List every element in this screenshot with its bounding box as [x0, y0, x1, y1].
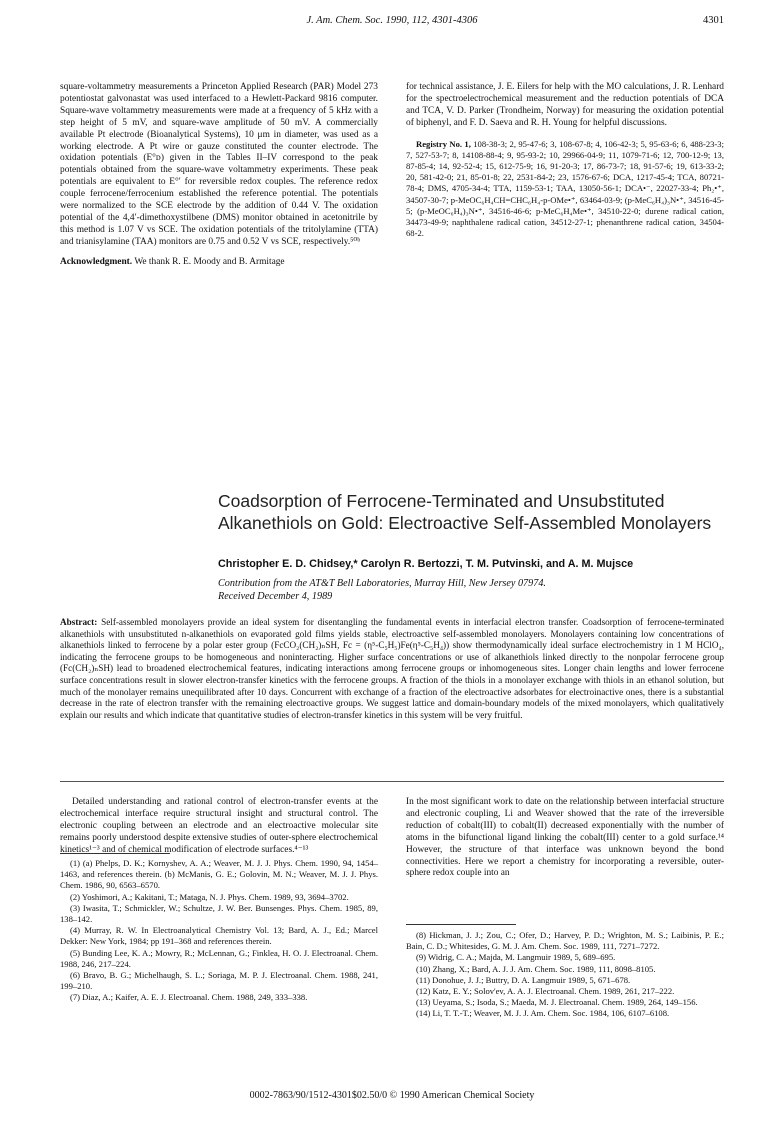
- reference-item: (3) Iwasita, T.; Schmickler, W.; Schultze, J. W. Ber. Bunsenges. Phys. Chem. 1985, 89, 138–142.: [60, 902, 378, 925]
- reference-item: (6) Bravo, B. G.; Michelhaugh, S. L.; Soriaga, M. P. J. Electroanal. Chem. 1988, 241, 199–210.: [60, 970, 378, 992]
- article-title: Coadsorption of Ferrocene-Terminated and Unsubstituted Alkanethiols on Gold: Electroactive Self-Assembled Monolayers: [218, 491, 712, 533]
- copyright-footer: 0002-7863/90/1512-4301$02.50/0 © 1990 American Chemical Society: [249, 1090, 535, 1101]
- affiliation: Contribution from the AT&T Bell Laboratories, Murray Hill, New Jersey 07974.: [218, 578, 546, 589]
- affiliation-block: [218, 578, 738, 603]
- references-left: [60, 858, 378, 1004]
- reference-item: (10) Zhang, X.; Bard, A. J. J. Am. Chem. Soc. 1989, 111, 8098–8105.: [416, 963, 656, 974]
- acknowledgment-text-cont: for technical assistance, J. E. Eilers for help with the MO calculations, J. R. Lenhard for the spectroelectrochemical measurement and the reduction potentials of DCA and TCA, V. D. Parker (Trondheim, Norway) for measuring the oxidation potential of biphenyl, and F. D. Saeva and R. H. Young for helpful discussions.: [406, 82, 724, 128]
- reference-item: (7) Diaz, A.; Kaifer, A. E. J. Electroanal. Chem. 1988, 249, 333–338.: [70, 992, 308, 1003]
- received-date: Received December 4, 1989: [218, 590, 333, 602]
- journal-citation: J. Am. Chem. Soc. 1990, 112, 4301-4306: [306, 15, 478, 26]
- reference-item: (11) Donohue, J. J.; Buttry, D. A. Langmuir 1989, 5, 671–678.: [416, 974, 631, 985]
- references-right: [406, 930, 724, 1020]
- body-left-column: [60, 797, 378, 857]
- registry-text: 108-38-3; 2, 95-47-6; 3, 108-67-8; 4, 106-42-3; 5, 95-63-6; 6, 488-23-3; 7, 527-53-7; 8, 14108-88-4; 9, 95-93-2; 10, 29966-04-9; 11, 1079-71-6; 12, 700-12-9; 13, 87-85-4; 14, 92-52-4; 15, 612-75-9; 16, 91-20-3; 17, 86-73-7; 18, 91-57-6; 19, 613-33-2; 20, 581-42-0; 21, 85-01-8; 22, 2531-84-2; 23, 1576-67-6; DCA, 1217-45-4; TCA, 80721-78-4; DMS, 4705-34-4; TTA, 1159-53-1; TAA, 13050-56-1; DCA•⁻, 22027-33-4; Ph₂•⁺, 34507-30-7; p-MeOC₆H₄CH=CHC₆H₄-p-OMe•⁺, 63464-03-9; (p-MeC₆H₄)₃N•⁺, 34516-45-5; (p-MeOC₆H₄)₃N•⁺, 34516-46-6; p-MeC₆H₄Me•⁺, 34510-22-0; durene radical cation, 34473-49-9; naphthalene radical cation, 34512-27-1; phenanthrene radical cation, 34504-68-2.: [406, 138, 724, 239]
- experimental-paragraph: square-voltammetry measurements a Princeton Applied Research (PAR) Model 273 potentiostat galvonastat was used interfaced to a Hewlett-Packard 9816 computer. Square-wave voltammetry measurements were made at a frequency of 5 kHz with a step height of 5 mV, and square-wave amplitude of 50 mV. A commercially available Pt electrode (Bioanalytical Systems), 10 μm in diameter, was used as a working electrode. A Pt wire or gauze constituted the counter electrode. The oxidation potentials (E°ᴅ) given in the Tables II–IV correspond to the peak potentials obtained from the square-wave voltammetry experiments. These peak potentials are equivalent to E°′ for reversible redox couples. The reference redox couple ferrocene/ferrocenium established the reference potential. The potentials were normalized to the SCE electrode by the addition of 0.44 V. The oxidation potential of the 4,4′-dimethoxystilbene (DMS) monitor obtained in acetonitrile by this method is 1.07 V vs SCE. The oxidation potentials of the tritolylamine (TTA) and trianisylamine (TAA) monitors are 0.75 and 0.52 V vs SCE, respectively.⁵⁰ᵇ: [60, 82, 378, 247]
- reference-item: (5) Bunding Lee, K. A.; Mowry, R.; McLennan, G.; Finklea, H. O. J. Electroanal. Chem. 1988, 246, 217–224.: [60, 947, 378, 969]
- reference-item: (2) Yoshimori, A.; Kakitani, T.; Mataga, N. J. Phys. Chem. 1989, 93, 3694–3702.: [70, 891, 349, 902]
- abstract-divider: [60, 781, 724, 782]
- body-right-column: [406, 797, 724, 880]
- prev-article-right-column: [406, 82, 724, 239]
- reference-item: (12) Katz, E. Y.; Solov'ev, A. A. J. Electroanal. Chem. 1989, 261, 217–222.: [416, 986, 675, 997]
- reference-item: (13) Ueyama, S.; Isoda, S.; Maeda, M. J. Electroanal. Chem. 1989, 264, 149–156.: [416, 997, 698, 1008]
- prev-article-left-column: [60, 82, 378, 269]
- acknowledgment-heading: Acknowledgment.: [60, 256, 133, 267]
- reference-item: (8) Hickman, J. J.; Zou, C.; Ofer, D.; Harvey, P. D.; Wrighton, M. S.; Laibinis, P. E.; Bain, C. D.; Whitesides, G. M. J. Am. Chem. Soc. 1989, 111, 7271–7272.: [406, 930, 724, 952]
- acknowledgment: [60, 257, 378, 269]
- reference-item: (14) Li, T. T.-T.; Weaver, M. J. J. Am. Chem. Soc. 1984, 106, 6107–6108.: [416, 1008, 670, 1019]
- footnote-rule-left: [60, 853, 170, 854]
- running-head: [60, 14, 724, 28]
- page-number: 4301: [703, 15, 724, 26]
- abstract: [60, 617, 724, 721]
- registry-heading: Registry No. 1,: [416, 138, 471, 149]
- intro-paragraph: Detailed understanding and rational control of electron-transfer events at the electrochemical interface require structural insight and structural control. The electronic coupling between an electrode and an electroactive molecular site remains poorly understood despite extensive studies of outer-sphere electrochemical kinetics¹⁻³ and of chemical modification of electrode surfaces.⁴⁻¹³: [60, 797, 378, 855]
- acknowledgment-text-start: We thank R. E. Moody and B. Armitage: [134, 256, 285, 267]
- abstract-heading: Abstract:: [60, 617, 98, 627]
- registry-numbers: [406, 139, 724, 240]
- article-authors: Christopher E. D. Chidsey,* Carolyn R. Bertozzi, T. M. Putvinski, and A. M. Mujsce: [218, 558, 634, 570]
- reference-item: (4) Murray, R. W. In Electroanalytical Chemistry Vol. 13; Bard, A. J., Ed.; Marcel Dekker: New York, 1984; pp 191–368 and references therein.: [60, 925, 378, 947]
- reference-item: (9) Widrig, C. A.; Majda, M. Langmuir 1989, 5, 689–695.: [416, 952, 616, 963]
- reference-item: (1) (a) Phelps, D. K.; Kornyshev, A. A.; Weaver, M. J. J. Phys. Chem. 1990, 94, 1454–1463, and references therein. (b) McManis, G. E.; Golovin, M. N.; Weaver, M. J. J. Phys. Chem. 1986, 90, 6563–6570.: [60, 858, 378, 891]
- intro-paragraph-cont: In the most significant work to date on the relationship between interfacial structure and electronic coupling, Li and Weaver showed that the rate of the irreversible reduction of cobalt(III) to cobalt(II) decreased exponentially with the number of atoms in the bifunctional ligand linking the cobalt(III) center to a gold surface.¹⁴ However, the structure of that interface was unknown beyond the bond connectivities. Here we report a chemistry for incorporating a reversible, outer-sphere redox couple into an: [406, 797, 724, 879]
- abstract-text: Self-assembled monolayers provide an ideal system for disentangling the fundamental events in interfacial electron transfer. Coadsorption of ferrocene-terminated alkanethiols with unsubstituted n-alkanethiols on evaporated gold films yields stable, electroactive self-assembled monolayers. Monolayers containing low concentrations of alkanethiols linked to ferrocene by a polar ester group (FcCO₂(CH₂)ₙSH, Fc = (η⁵-C₅H₅)Fe(η⁵-C₅H₄)) show thermodynamically ideal surface electrochemistry in 1 M HClO₄, indicating the ferrocene groups to be homogeneous and noninteracting. Higher surface concentrations or use of alkanethiols linked directly to the nonpolar ferrocene group (Fc(CH₂)ₙSH) lead to broadened electrochemical features, indicating interactions among ferrocene groups or inhomogeneous sites. Longer chain lengths and lower ferrocene surface concentrations result in slower electron-transfer kinetics with the ferrocene groups. A fraction of the thiols in a monolayer exchange with thiols in an ethanol solution, but much of the monolayer remains unequilibrated after 10 days. Concurrent with exchange of a fraction of the electroactive adsorbates for electroinactive ones, there is a substantial decrease in the rate of electron transfer with the remaining electroactive groups. We suggest lattice and domain-boundary models of the mixed monolayers, which qualitatively explain our results and which indicate that quantitative studies of electron-transfer kinetics in this system will be very fruitful.: [60, 617, 725, 720]
- footnote-rule-right: [406, 924, 516, 925]
